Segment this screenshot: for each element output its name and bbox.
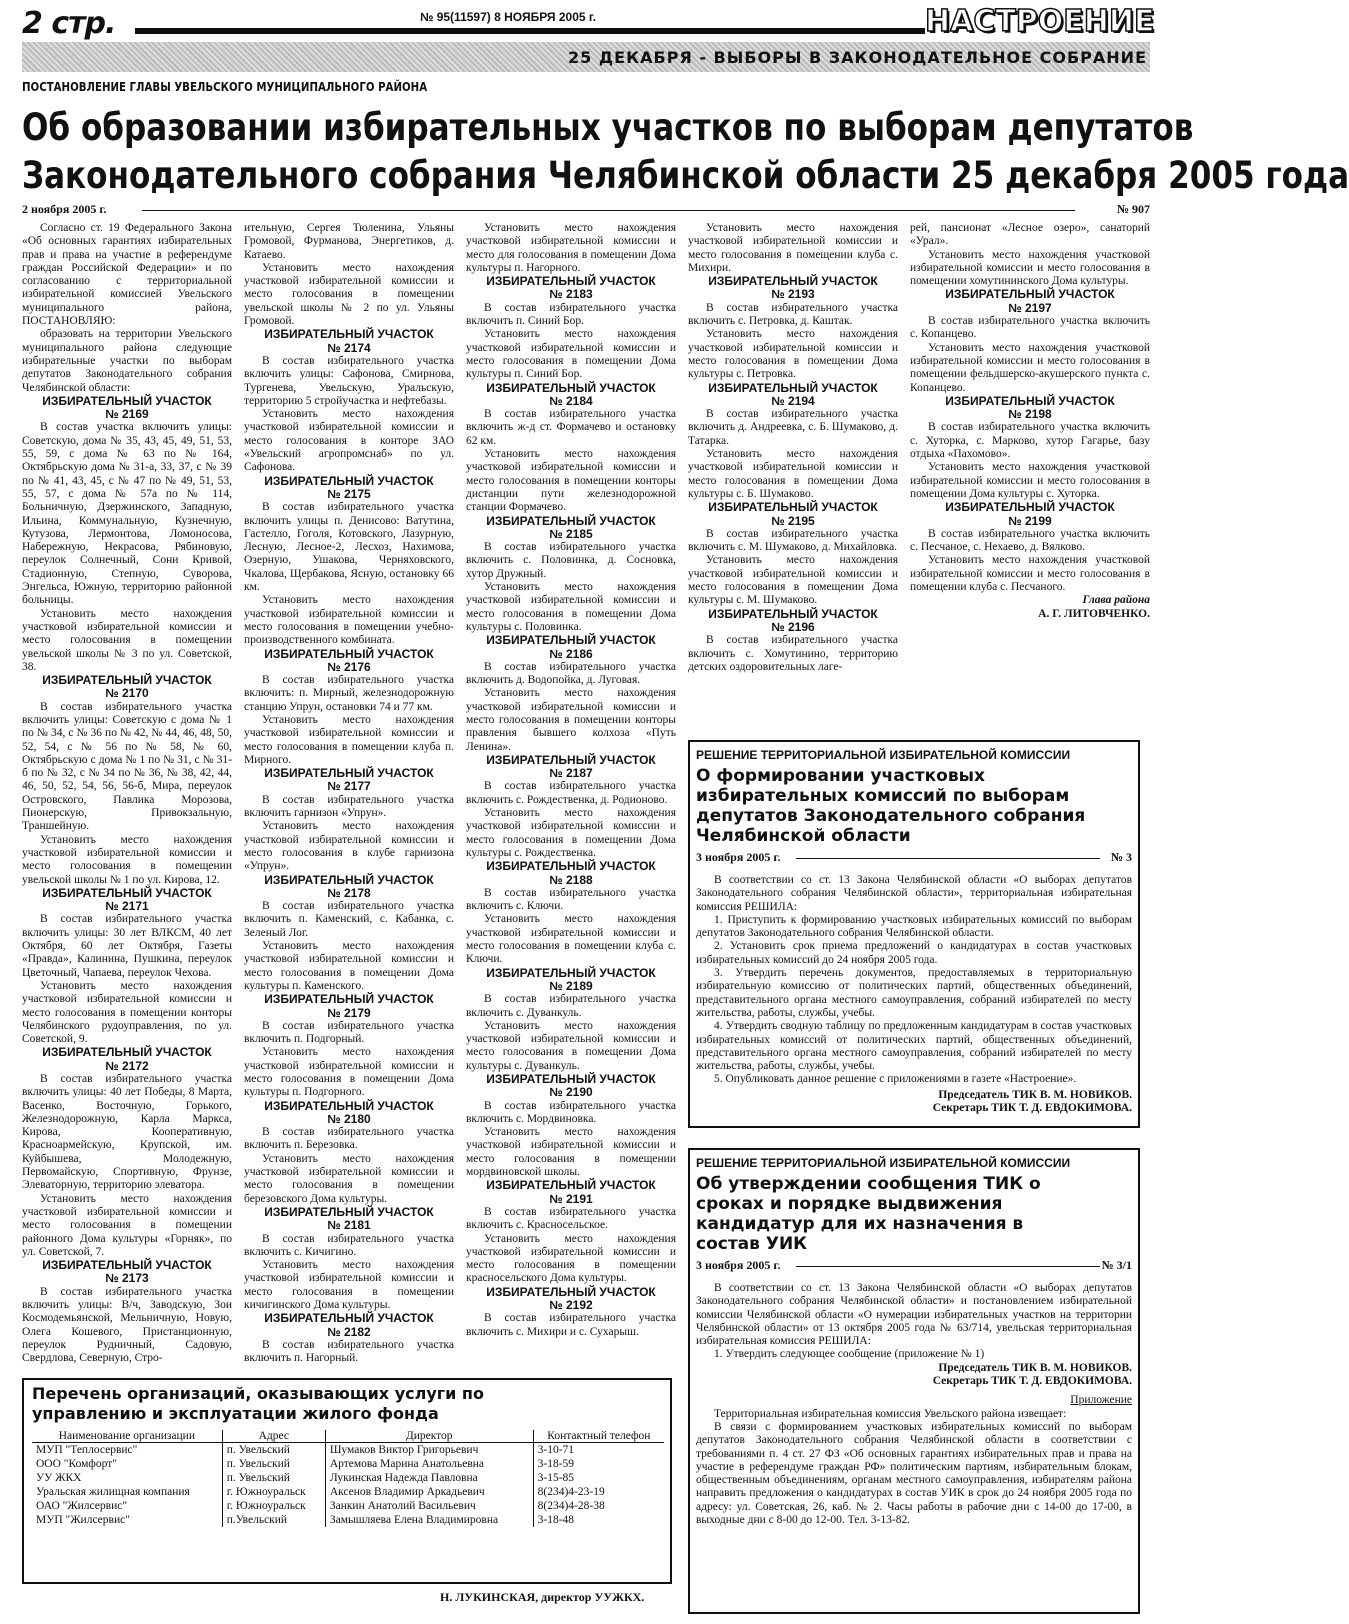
decision-2-appendix (696, 1408, 1132, 1528)
precinct-heading: ИЗБИРАТЕЛЬНЫЙ УЧАСТОК (264, 473, 434, 488)
precinct-number: № 2184 (549, 393, 593, 408)
precinct-heading: ИЗБИРАТЕЛЬНЫЙ УЧАСТОК (708, 500, 878, 515)
decision-2-signatures (696, 1362, 1132, 1389)
paragraph: В состав избирательного участка включить с. Ключи. (466, 886, 676, 913)
table-cell: 3-18-48 (537, 1514, 575, 1526)
paragraph: Установить место нахождения участковой избирательной комиссии и место голосования в помещении клуба с. Ключи. (466, 913, 676, 966)
paragraph: Установить место нахождения участковой избирательной комиссии и место голосования в клубе гарнизона «Упрун». (244, 820, 454, 873)
precinct-number: № 2198 (1008, 407, 1052, 422)
orgs-col-director: Директор (325, 1430, 533, 1443)
paragraph: Установить место нахождения участковой избирательной комиссии и место голосования в помещении районного Дома культуры «Горняк», по ул. Советской, 7. (22, 1192, 232, 1258)
precinct-number: № 2174 (327, 340, 371, 355)
precinct-number: № 2172 (105, 1058, 149, 1073)
precinct-heading: ИЗБИРАТЕЛЬНЫЙ УЧАСТОК (42, 393, 212, 408)
precinct-number: № 2178 (327, 885, 371, 900)
precinct-heading: ИЗБИРАТЕЛЬНЫЙ УЧАСТОК (264, 766, 434, 781)
precinct-heading: ИЗБИРАТЕЛЬНЫЙ УЧАСТОК (708, 380, 878, 395)
decision-paragraph: В соответствии со ст. 13 Закона Челябинской области «О выборах депутатов Законодательного собрания Челябинской области», территориальная избирательная комиссия РЕШИЛА: (696, 874, 1132, 913)
paragraph: В состав избирательного участка включить п. Каменский, с. Кабанка, с. Зеленый Лог. (244, 900, 454, 939)
paragraph: В состав избирательного участка включить улицы п. Денисово: Ватутина, Гастелло, Гоголя, Котовского, Лазурную, Лесную, Лесное-2, Лесхоз, Нахимова, Озерную, Ушакова, Черняховского, Чкалова, Щербакова, Ясную, остановку 66 км. (244, 501, 454, 594)
precinct-heading: ИЗБИРАТЕЛЬНЫЙ УЧАСТОК (486, 1178, 656, 1193)
precinct-number: № 2180 (327, 1111, 371, 1126)
orgs-title: Перечень организаций, оказывающих услуги по управлению и эксплуатации жилого фонда (32, 1384, 484, 1423)
paragraph: В состав избирательного участка включить д. Водопойка, д. Луговая. (466, 660, 676, 687)
precinct-heading: ИЗБИРАТЕЛЬНЫЙ УЧАСТОК (486, 380, 656, 395)
precinct-heading: ИЗБИРАТЕЛЬНЫЙ УЧАСТОК (486, 965, 656, 980)
precinct-heading: ИЗБИРАТЕЛЬНЫЙ УЧАСТОК (486, 274, 656, 289)
paragraph: В состав избирательного участка включить с. Рождественка, д. Родионово. (466, 780, 676, 806)
paragraph: Установить место нахождения участковой избирательной комиссии и место голосования в помещении красносельского Дома культуры. (466, 1232, 676, 1285)
paragraph: Установить место нахождения участковой избирательной комиссии и место голосования в помещении Дома культуры п. Синий Бор. (466, 328, 676, 381)
decision-paragraph: В соответствии со ст. 13 Закона Челябинской области «О выборах депутатов Законодательного собрания Челябинской области» и постановлением избирательной комиссии Челябинской области «О нумерации избирательных участков на территории Челябинской области» от 13 октября 2005 года № 63/714, увельская территориальная избирательная комиссия РЕШИЛА: (696, 1282, 1132, 1348)
orgs-col-address: Адрес (222, 1430, 325, 1443)
precinct-number: № 2191 (549, 1191, 593, 1206)
precinct-heading: ИЗБИРАТЕЛЬНЫЙ УЧАСТОК (945, 287, 1115, 302)
table-cell: Замышляева Елена Владимировна (325, 1513, 533, 1527)
paragraph: В состав избирательного участка включить улицы: 40 лет Победы, 8 Марта, Васенко, Восточную, Горького, Железнодорожную, Карла Маркса, Кирова, Кооперативную, Красноармейскую, Крупской, им. Куйбышева, Молодежную, Первомайскую, Спортивную, Фрунзе, Элеваторную, территорию элеватора. (22, 1073, 232, 1192)
article-column-2 (244, 222, 454, 1372)
table-row (32, 1443, 664, 1458)
orgs-box (22, 1378, 672, 1584)
precinct-number: № 2183 (549, 287, 593, 302)
orgs-table-body (32, 1443, 664, 1528)
precinct-number: № 2192 (549, 1298, 593, 1313)
decision-1-date: 3 ноября 2005 г. (696, 850, 781, 864)
decision-1-signatures (696, 1089, 1132, 1116)
paragraph: В состав избирательного участка включить улицы: В/ч, Заводскую, Зои Космодемьянской, Мельничную, Новую, Олега Кошевого, Пристанционную, переулок Рудничный, Садовую, Свердлова, Северную, Стро- (22, 1285, 232, 1365)
table-cell: 8(234)4-28-38 (537, 1500, 605, 1512)
paragraph: Установить место нахождения участковой избирательной комиссии и место голосования в помещении конторы Челябинского рудоуправления, по ул. Советской, 9. (22, 979, 232, 1046)
table-row (32, 1457, 664, 1471)
decision-paragraph: 1. Утвердить следующее сообщение (приложение № 1) (714, 1348, 985, 1361)
precinct-heading: ИЗБИРАТЕЛЬНЫЙ УЧАСТОК (486, 513, 656, 528)
issue-line: № 95(11597) 8 НОЯБРЯ 2005 г. (420, 10, 597, 24)
precinct-number: № 2190 (549, 1085, 593, 1100)
decision-2-secretary: Секретарь ТИК Т. Д. ЕВДОКИМОВА. (932, 1375, 1132, 1388)
paragraph: Установить место нахождения участковой избирательной комиссии и место голосования в помещении клуба с. Песчаного. (910, 554, 1150, 594)
paragraph: Установить место нахождения участковой избирательной комиссии и место голосования в помещении кичигинского Дома культуры. (244, 1259, 454, 1312)
paragraph: В состав избирательного участка включить: п. Мирный, железнодорожную станцию Упрун, остановки 74 и 77 км. (244, 674, 454, 713)
precinct-heading: ИЗБИРАТЕЛЬНЫЙ УЧАСТОК (708, 606, 878, 621)
article-column-5 (910, 222, 1150, 722)
precinct-number: № 2177 (327, 779, 371, 794)
decision-paragraph: В связи с формированием участковых избирательных комиссий по выборам депутатов Законодательного собрания Челябинской области в соответствии с требованиями п. 4 ст. 27 ФЗ «Об основных гарантиях избирательных прав и права на участие в референдуме граждан РФ» политическим партиям, избирательным блокам, общественным объединениям, органам местного самоуправления, избирателям района направить предложения о кандидатурах в состав УИК в срок до 24 ноября 2005 года по адресу: ул. Советская, 26, каб. № 2. Часы работы в рабочие дни с 14-00 до 17-00, в выходные дни с 8-00 до 12-00. Тел. 3-13-82. (696, 1420, 1132, 1527)
paragraph: Установить место нахождения участковой избирательной комиссии и место голосования в помещении Дома культуры с. Рождественка. (466, 807, 676, 859)
paragraph: Установить место нахождения участковой избирательной комиссии и место голосования в помещении мордвиновской школы. (466, 1126, 676, 1179)
orgs-signature: Н. ЛУКИНСКАЯ, директор УУЖКХ. (440, 1590, 645, 1604)
masthead-rule (135, 28, 925, 34)
appendix-label: Приложение (1070, 1394, 1132, 1407)
article-date: 2 ноября 2005 г. (22, 202, 107, 216)
paragraph: Установить место нахождения участковой избирательной комиссии и место голосования в помещении клуба с. Михири. (688, 222, 898, 274)
paragraph: В состав избирательного участка включить п. Нагорный. (244, 1338, 454, 1365)
precinct-heading: ИЗБИРАТЕЛЬНЫЙ УЧАСТОК (264, 872, 434, 887)
table-cell: МУП "Жилсервис" (32, 1513, 222, 1527)
decision-box-2 (688, 1148, 1140, 1614)
paragraph: В состав избирательного участка включить с. Михири и с. Сухарыш. (466, 1312, 676, 1338)
paragraph: Установить место нахождения участковой избирательной комиссии и место голосования в помещении Дома культуры с. Дуванкуль. (466, 1019, 676, 1072)
paragraph: В состав избирательного участка включить улицы: Советскую с дома № 1 по № 34, с № 36 по № 42, № 44, 46, 48, 50, 52, 54, с № 56 по № 58, № 60, Октябрьскую с дома № 1 по № 31, с № 31-б по № 32, с № 34 по № 36, № 38, 42, 44, 46, 50, 52, 54, 56, 56-б, Мира, переулок Островского, Павлика Морозова, Пионерскую, Привокзальную, Траншейную. (22, 700, 232, 833)
precinct-number: № 2186 (549, 646, 593, 661)
article-headline (22, 104, 1349, 200)
table-cell: п. Увельский (222, 1471, 325, 1485)
dateline-rule (142, 210, 1075, 211)
decision-2-date: 3 ноября 2005 г. (696, 1258, 781, 1272)
paragraph: В состав избирательного участка включить д. Андреевка, с. Б. Шумаково, д. Татарка. (688, 408, 898, 447)
precinct-number: № 2196 (771, 619, 815, 634)
precinct-number: № 2171 (105, 899, 149, 914)
precinct-number: № 2193 (771, 287, 815, 302)
precinct-heading: ИЗБИРАТЕЛЬНЫЙ УЧАСТОК (42, 673, 212, 688)
precinct-heading: ИЗБИРАТЕЛЬНЫЙ УЧАСТОК (486, 859, 656, 874)
paragraph: образовать на территории Увельского муниципального района следующие избирательные участки по выборам депутатов Законодательного собрания Челябинской области: (22, 328, 232, 394)
article-column-3 (466, 222, 676, 1372)
paragraph: Установить место нахождения участковой избирательной комиссии и место голосования в помещении конторы правления бывшего колхоза «Путь Ленина». (466, 687, 676, 753)
table-cell: ООО "Комфорт" (32, 1457, 222, 1471)
precinct-heading: ИЗБИРАТЕЛЬНЫЙ УЧАСТОК (945, 393, 1115, 408)
decision-1-kicker: РЕШЕНИЕ ТЕРРИТОРИАЛЬНОЙ ИЗБИРАТЕЛЬНОЙ КОМИССИИ (696, 748, 1071, 762)
paragraph: Установить место нахождения участковой избирательной комиссии и место голосования в помещении клуба п. Мирного. (244, 713, 454, 766)
paragraph: Установить место нахождения участковой избирательной комиссии и место голосования в помещении Дома культуры с. М. Шумаково. (688, 554, 898, 607)
orgs-header-row (32, 1430, 664, 1443)
decision-2-chair: Председатель ТИК В. М. НОВИКОВ. (938, 1361, 1132, 1374)
paragraph-continued: рей, пансионат «Лесное озеро», санаторий «Урал». (910, 222, 1150, 248)
precinct-number: № 2187 (549, 766, 593, 781)
section-banner-text: 25 ДЕКАБРЯ - ВЫБОРЫ В ЗАКОНОДАТЕЛЬНОЕ СОБРАНИЕ (568, 48, 1147, 67)
precinct-number: № 2188 (549, 872, 593, 887)
paragraph: Установить место нахождения участковой избирательной комиссии и место для голосования в помещении Дома культуры п. Нагорного. (466, 222, 676, 274)
table-cell: Занкин Анатолий Васильевич (325, 1499, 533, 1513)
page-number: 2 стр. (22, 6, 116, 41)
table-cell: УУ ЖКХ (32, 1471, 222, 1485)
paragraph: Установить место нахождения участковой избирательной комиссии и место голосования в помещении конторы дистанции пути железнодорожной станции Формачево. (466, 448, 676, 514)
table-cell: п. Увельский (222, 1457, 325, 1471)
paragraph: В состав избирательного участка включить п. Подгорный. (244, 1019, 454, 1046)
table-cell: 3-18-59 (537, 1458, 575, 1470)
decision-2-number: № 3/1 (1101, 1258, 1132, 1272)
table-cell: 3-15-85 (537, 1472, 575, 1484)
paragraph: Установить место нахождения участковой избирательной комиссии и место голосования в конторе ЗАО «Увельский агропромснаб» по ул. Сафонова. (244, 408, 454, 474)
paragraph: Установить место нахождения участковой избирательной комиссии и место голосования в помещении Дома культуры с. Петровка. (688, 328, 898, 381)
decision-paragraph: 2. Установить срок приема предложений о кандидатурах в состав участковых избирательных комиссий до 24 ноября 2005 года. (696, 940, 1132, 966)
table-row (32, 1499, 664, 1513)
table-cell: г. Южноуральск (222, 1485, 325, 1499)
precinct-heading: ИЗБИРАТЕЛЬНЫЙ УЧАСТОК (264, 992, 434, 1007)
precinct-heading: ИЗБИРАТЕЛЬНЫЙ УЧАСТОК (264, 1311, 434, 1326)
precinct-number: № 2175 (327, 486, 371, 501)
paragraph: В состав избирательного участка включить с. Песчаное, с. Нехаево, д. Вялково. (910, 527, 1150, 554)
decision-paragraph: 3. Утвердить перечень документов, предоставляемых в территориальную избирательную комиссию от политических партий, общественных объединений, представительного органа местного самоуправления, собраний избирателей по месту жительства, работы, службы, учебы. (696, 967, 1132, 1019)
precinct-number: № 2169 (105, 407, 149, 422)
table-cell: ОАО "Жилсервис" (32, 1499, 222, 1513)
precinct-number: № 2185 (549, 526, 593, 541)
article-number: № 907 (1116, 202, 1150, 216)
signature-name: А. Г. ЛИТОВЧЕНКО. (1038, 607, 1150, 620)
decision-paragraph: Территориальная избирательная комиссия Увельского района извещает: (714, 1407, 1067, 1420)
table-row (32, 1471, 664, 1485)
headline-line-1: Об образовании избирательных участков по выборам депутатов (22, 106, 1194, 149)
paragraph: В состав избирательного участка включить с. Копанцево. (910, 315, 1150, 341)
article-kicker: ПОСТАНОВЛЕНИЕ ГЛАВЫ УВЕЛЬСКОГО МУНИЦИПАЛЬНОГО РАЙОНА (22, 80, 428, 94)
precinct-number: № 2176 (327, 659, 371, 674)
decision-1-number: № 3 (1110, 850, 1132, 864)
precinct-heading: ИЗБИРАТЕЛЬНЫЙ УЧАСТОК (264, 646, 434, 661)
paragraph: В состав избирательного участка включить с. Красносельское. (466, 1205, 676, 1232)
precinct-heading: ИЗБИРАТЕЛЬНЫЙ УЧАСТОК (42, 1045, 212, 1060)
precinct-number: № 2195 (771, 513, 815, 528)
decision-1-rule (796, 858, 1100, 859)
decision-1-dateline (696, 850, 1132, 866)
precinct-heading: ИЗБИРАТЕЛЬНЫЙ УЧАСТОК (264, 327, 434, 342)
precinct-number: № 2197 (1008, 300, 1052, 315)
paragraph: В состав избирательного участка включить п. Березовка. (244, 1126, 454, 1152)
decision-2-kicker: РЕШЕНИЕ ТЕРРИТОРИАЛЬНОЙ ИЗБИРАТЕЛЬНОЙ КОМИССИИ (696, 1156, 1071, 1170)
precinct-heading: ИЗБИРАТЕЛЬНЫЙ УЧАСТОК (945, 500, 1115, 515)
orgs-table (32, 1430, 664, 1527)
table-cell: Шумаков Виктор Григорьевич (325, 1443, 533, 1458)
precinct-number: № 2173 (105, 1271, 149, 1286)
decision-2-rule (796, 1266, 1100, 1267)
paragraph-continued: ительную, Сергея Тюленина, Ульяны Громовой, Фурманова, Энергетиков, д. Катаево. (244, 222, 454, 261)
paragraph: Установить место нахождения участковой избирательной комиссии и место голосования в помещении Дома культуры с. Хуторка. (910, 461, 1150, 500)
paragraph: Установить место нахождения участковой избирательной комиссии и место голосования в помещении учебно-производственного комбината. (244, 594, 454, 647)
precinct-heading: ИЗБИРАТЕЛЬНЫЙ УЧАСТОК (486, 1072, 656, 1086)
paragraph: В состав избирательного участка включить п. Синий Бор. (466, 301, 676, 328)
paragraph: Установить место нахождения участковой избирательной комиссии и место голосования в помещении увельской школы № 1 по ул. Кирова, 12. (22, 833, 232, 886)
paragraph: В состав избирательного участка включить гарнизон «Упрун». (244, 793, 454, 820)
precinct-number: № 2182 (327, 1324, 371, 1339)
decision-1-body (696, 874, 1132, 1087)
paragraph: В состав избирательного участка включить с. Дуванкуль. (466, 993, 676, 1019)
precinct-number: № 2194 (771, 393, 815, 408)
decision-paragraph: 1. Приступить к формированию участковых избирательных комиссий по выборам депутатов Законодательного собрания Челябинской области. (696, 913, 1132, 940)
paragraph: Установить место нахождения участковой избирательной комиссии и место голосования в помещении хомутининского Дома культуры. (910, 248, 1150, 288)
decision-1-secretary: Секретарь ТИК Т. Д. ЕВДОКИМОВА. (932, 1102, 1132, 1115)
precinct-heading: ИЗБИРАТЕЛЬНЫЙ УЧАСТОК (264, 1204, 434, 1219)
paragraph: В состав избирательного участка включить с. Хуторка, с. Марково, хутор Гагарье, базу отдыха «Пахомово». (910, 421, 1150, 461)
table-cell: Лукинская Надежда Павловна (325, 1471, 533, 1485)
table-cell: 3-10-71 (537, 1444, 575, 1456)
decision-1-title: О формировании участковых избирательных комиссий по выборам депутатов Законодательного собрания Челябинской области (696, 766, 1086, 846)
paragraph: Установить место нахождения участковой избирательной комиссии и место голосования в помещении фельдшерско-акушерского пункта с. Копанцево. (910, 341, 1150, 394)
table-cell: п.Увельский (222, 1513, 325, 1527)
precinct-heading: ИЗБИРАТЕЛЬНЫЙ УЧАСТОК (42, 885, 212, 900)
table-cell: Артемова Марина Анатольевна (325, 1457, 533, 1471)
paragraph: В состав избирательного участка включить с. М. Шумаково, д. Михайловка. (688, 527, 898, 554)
paragraph: В состав избирательного участка включить с. Петровка, д. Каштак. (688, 301, 898, 328)
article-column-1 (22, 222, 232, 1372)
paragraph: В состав избирательного участка включить с. Хомутинино, территорию детских оздоровительных лаге- (688, 634, 898, 673)
table-cell: Аксенов Владимир Аркадьевич (325, 1485, 533, 1499)
decision-paragraph: 5. Опубликовать данное решение с приложениями в газете «Настроение». (714, 1073, 1077, 1086)
paragraph: В состав избирательного участка включить с. Мордвиновка. (466, 1099, 676, 1125)
precinct-number: № 2179 (327, 1005, 371, 1020)
paragraph: Установить место нахождения участковой избирательной комиссии и место голосования в помещении Дома культуры п. Каменского. (244, 940, 454, 992)
precinct-heading: ИЗБИРАТЕЛЬНЫЙ УЧАСТОК (708, 274, 878, 289)
paragraph: Установить место нахождения участковой избирательной комиссии и место голосования в помещении Дома культуры с. Половинка. (466, 581, 676, 633)
newspaper-brand: НАСТРОЕНИЕ (925, 4, 1155, 39)
decision-1-chair: Председатель ТИК В. М. НОВИКОВ. (938, 1088, 1132, 1101)
paragraph: В состав участка включить улицы: Советскую, дома № 35, 43, 45, 49, 51, 53, 55, 59, с дома № 63 по № 164, Октябрьскую дома № 31-а, 33, 37, с № 39 по № 41, 43, 45, с № 47 по № 49, 51, 53, 55, 57, с дома № 57а по № 114, Больничную, Дзержинского, Западную, Ильина, Коммунальную, Кузнечную, Кутузова, Лермонтова, Ломоносова, Набережную, Некрасова, Рябиновую, переулок Солнечный, Сони Кривой, Стадионную, Степную, Суворова, Энгельса, Южную, территорию районной больницы. (22, 421, 232, 607)
table-cell: г. Южноуральск (222, 1499, 325, 1513)
table-cell: Уральская жилищная компания (32, 1485, 222, 1499)
paragraph: Установить место нахождения участковой избирательной комиссии и место голосования в помещении березовского Дома культуры. (244, 1152, 454, 1205)
paragraph: Установить место нахождения участковой избирательной комиссии и место голосования в помещении увельской школы № 2 по ул. Ульяны Громовой. (244, 261, 454, 328)
precinct-number: № 2170 (105, 686, 149, 701)
table-row (32, 1513, 664, 1527)
decision-2-title: Об утверждении сообщения ТИК о сроках и порядке выдвижения кандидатур для их назначения в состав УИК (696, 1174, 1041, 1254)
precinct-heading: ИЗБИРАТЕЛЬНЫЙ УЧАСТОК (42, 1258, 212, 1273)
table-cell: МУП "Теплосервис" (32, 1443, 222, 1458)
precinct-heading: ИЗБИРАТЕЛЬНЫЙ УЧАСТОК (264, 1098, 434, 1113)
orgs-col-name: Наименование организации (32, 1430, 222, 1443)
table-cell: п. Увельский (222, 1443, 325, 1458)
table-row (32, 1485, 664, 1499)
decision-2-body (696, 1282, 1132, 1362)
headline-line-2: Законодательного собрания Челябинской области 25 декабря 2005 года (22, 154, 1349, 197)
decision-box-1 (688, 740, 1140, 1128)
paragraph: Установить место нахождения участковой избирательной комиссии и место голосования в помещении увельской школы № 3 по ул. Советской, 38. (22, 607, 232, 673)
paragraph: Установить место нахождения участковой избирательной комиссии и место голосования в помещении Дома культуры п. Подгорного. (244, 1046, 454, 1099)
orgs-col-phone: Контактный телефон (533, 1430, 664, 1443)
article-dateline (22, 202, 1150, 218)
signature-title: Глава района (1082, 594, 1150, 607)
precinct-heading: ИЗБИРАТЕЛЬНЫЙ УЧАСТОК (486, 752, 656, 767)
table-cell: 8(234)4-23-19 (537, 1486, 605, 1498)
paragraph: В состав избирательного участка включить с. Половинка, д. Сосновка, хутор Дружный. (466, 541, 676, 580)
precinct-heading: ИЗБИРАТЕЛЬНЫЙ УЧАСТОК (486, 633, 656, 648)
precinct-number: № 2199 (1008, 513, 1052, 528)
paragraph: В состав избирательного участка включить ж-д ст. Формачево и остановку 62 км. (466, 408, 676, 447)
paragraph: В состав избирательного участка включить с. Кичигино. (244, 1232, 454, 1258)
precinct-heading: ИЗБИРАТЕЛЬНЫЙ УЧАСТОК (486, 1284, 656, 1299)
precinct-number: № 2189 (549, 978, 593, 993)
paragraph: Согласно ст. 19 Федерального Закона «Об основных гарантиях избирательных прав и права на участие в референдуме граждан Российской Федерации» и по согласованию с территориальной избирательной комиссией Увельского муниципального района, ПОСТАНОВЛЯЮ: (22, 222, 232, 328)
precinct-number: № 2181 (327, 1218, 371, 1233)
decision-2-dateline (696, 1258, 1132, 1274)
paragraph: В состав избирательного участка включить улицы: Сафонова, Смирнова, Тургенева, Увельскую, Уральскую, территорию 5 стройучастка и нефтебазы. (244, 354, 454, 407)
decision-paragraph: 4. Утвердить сводную таблицу по предложенным кандидатурам в состав участковых избирательных комиссий от политических партий, общественных объединений, представительного органа местного самоуправления, собраний избирателей по месту жительства, работы, службы, учебы. (696, 1020, 1132, 1073)
paragraph: Установить место нахождения участковой избирательной комиссии и место голосования в помещении Дома культуры с. Б. Шумаково. (688, 448, 898, 500)
article-column-4 (688, 222, 898, 722)
paragraph: В состав избирательного участка включить улицы: 30 лет ВЛКСМ, 40 лет Октября, 60 лет Октября, Газеты «Правда», Калинина, Пушкина, переулок Цветочный, Чапаева, переулок Чехова. (22, 913, 232, 979)
